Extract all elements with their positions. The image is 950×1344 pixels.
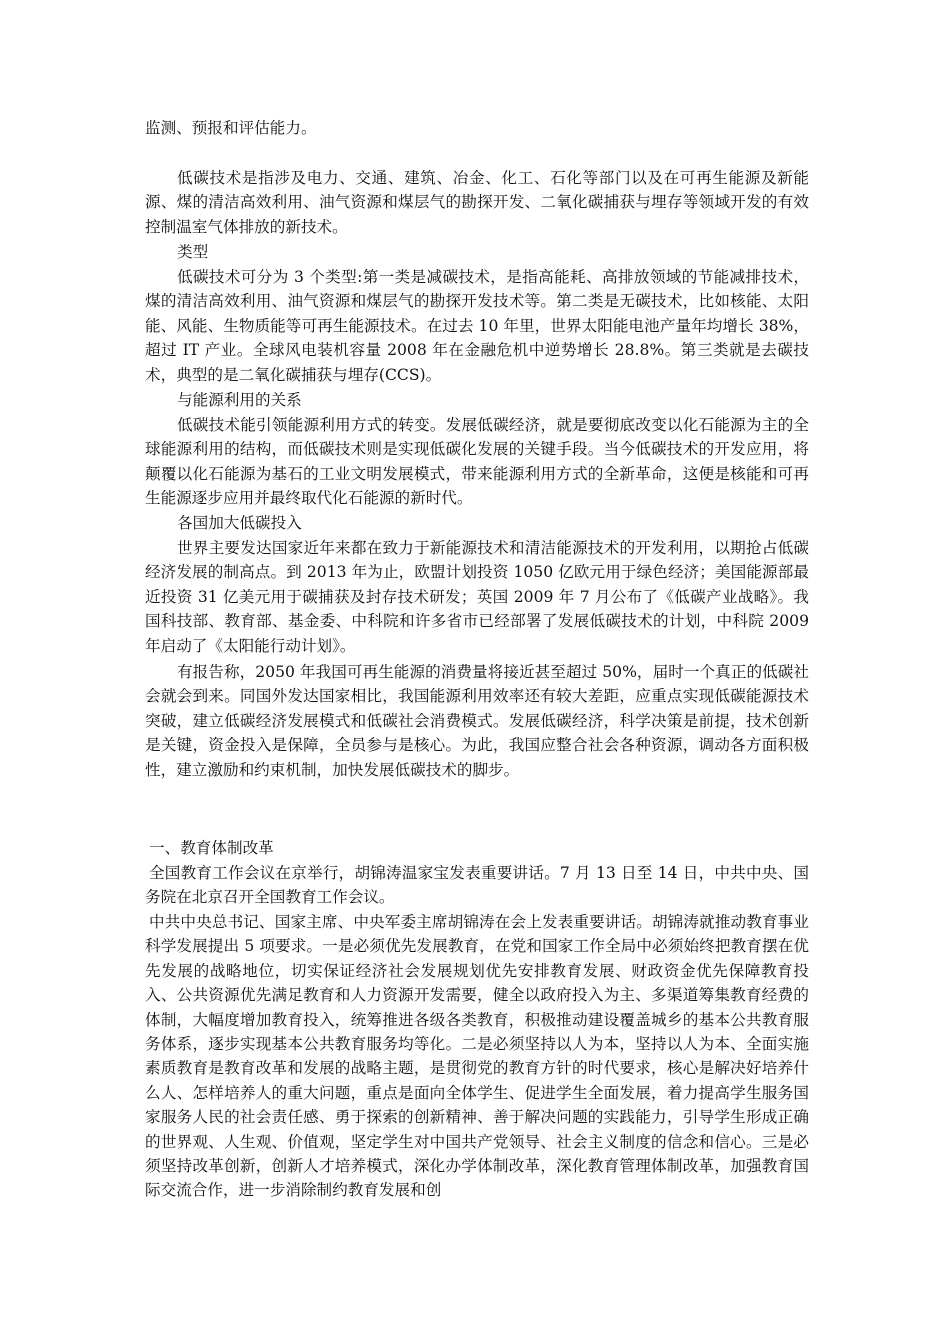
heading-types: 类型 [177, 243, 209, 261]
paragraph-intro-fragment: 监测、预报和评估能力。 [145, 119, 317, 137]
heading-investment: 各国加大低碳投入 [177, 514, 302, 532]
paragraph-report: 有报告称，2050 年我国可再生能源的消费量将接近甚至超过 50%，届时一个真正的低碳社会就会到来。同国外发达国家相比，我国能源利用效率还有较大差距，应重点实现低碳能源技术突破，建立低碳经济发展模式和低碳社会消费模式。发展低碳经济，科学决策是前提，技术创新是关键，资金投入是保障，全员参与是核心。为此，我国应整合社会各种资源，调动各方面积极性，建立激励和约束机制，加快发展低碳技术的脚步。 [145, 663, 809, 779]
paragraph-education-requirements: 中共中央总书记、国家主席、中央军委主席胡锦涛在会上发表重要讲话。胡锦涛就推动教育事业科学发展提出 5 项要求。一是必须优先发展教育，在党和国家工作全局中必须始终把教育摆在优先发展的战略地位，切实保证经济社会发展规划优先安排教育发展、财政资金优先保障教育投入、公共资源优先满足教育和人力资源开发需要，健全以政府投入为主、多渠道筹集教育经费的体制，大幅度增加教育投入，统筹推进各级各类教育，积极推动建设覆盖城乡的基本公共教育服务体系，逐步实现基本公共教育服务均等化。二是必须坚持以人为本，坚持以人为本、全面实施素质教育是教育改革和发展的战略主题，是贯彻党的教育方针的时代要求，核心是解决好培养什么人、怎样培养人的重大问题，重点是面向全体学生、促进学生全面发展，着力提高学生服务国家服务人民的社会责任感、勇于探索的创新精神、善于解决问题的实践能力，引导学生形成正确的世界观、人生观、价值观，坚定学生对中国共产党领导、社会主义制度的信念和信心。三是必须坚持改革创新，创新人才培养模式，深化办学体制改革，深化教育管理体制改革，加强教育国际交流合作，进一步消除制约教育发展和创 [145, 913, 809, 1200]
heading-energy-relation: 与能源利用的关系 [177, 391, 302, 409]
paragraph-types: 低碳技术可分为 3 个类型:第一类是减碳技术，是指高能耗、高排放领域的节能减排技术，煤的清洁高效利用、油气资源和煤层气的勘探开发技术等。第二类是无碳技术，比如核能、太阳能、风能、生物质能等可再生能源技术。在过去 10 年里，世界太阳能电池产量年均增长 38%，超过 IT 产业。全球风电装机容量 2008 年在金融危机中逆势增长 28.8%。第三类就是去碳技术，典型的是二氧化碳捕获与埋存(CCS)。 [145, 268, 809, 384]
paragraph-energy-relation: 低碳技术能引领能源利用方式的转变。发展低碳经济，就是要彻底改变以化石能源为主的全球能源利用的结构，而低碳技术则是实现低碳化发展的关键手段。当今低碳技术的开发应用，将颠覆以化石能源为基石的工业文明发展模式，带来能源利用方式的全新革命，这便是核能和可再生能源逐步应用并最终取代化石能源的新时代。 [145, 416, 809, 508]
heading-education-reform: 一、教育体制改革 [149, 839, 274, 857]
paragraph-education-conference: 全国教育工作会议在京举行，胡锦涛温家宝发表重要讲话。7 月 13 日至 14 日，中共中央、国务院在北京召开全国教育工作会议。 [145, 864, 809, 907]
paragraph-investment: 世界主要发达国家近年来都在致力于新能源技术和清洁能源技术的开发利用，以期抢占低碳经济发展的制高点。到 2013 年为止，欧盟计划投资 1050 亿欧元用于绿色经济；美国能源部最近投资 31 亿美元用于碳捕获及封存技术研发；英国 2009 年 7 月公布了《低碳产业战略》。我国科技部、教育部、基金委、中科院和许多省市已经部署了发展低碳技术的计划，中科院 2009 年启动了《太阳能行动计划》。 [145, 539, 809, 655]
paragraph-low-carbon-definition: 低碳技术是指涉及电力、交通、建筑、冶金、化工、石化等部门以及在可再生能源及新能源、煤的清洁高效利用、油气资源和煤层气的勘探开发、二氧化碳捕获与埋存等领域开发的有效控制温室气体排放的新技术。 [145, 169, 809, 236]
